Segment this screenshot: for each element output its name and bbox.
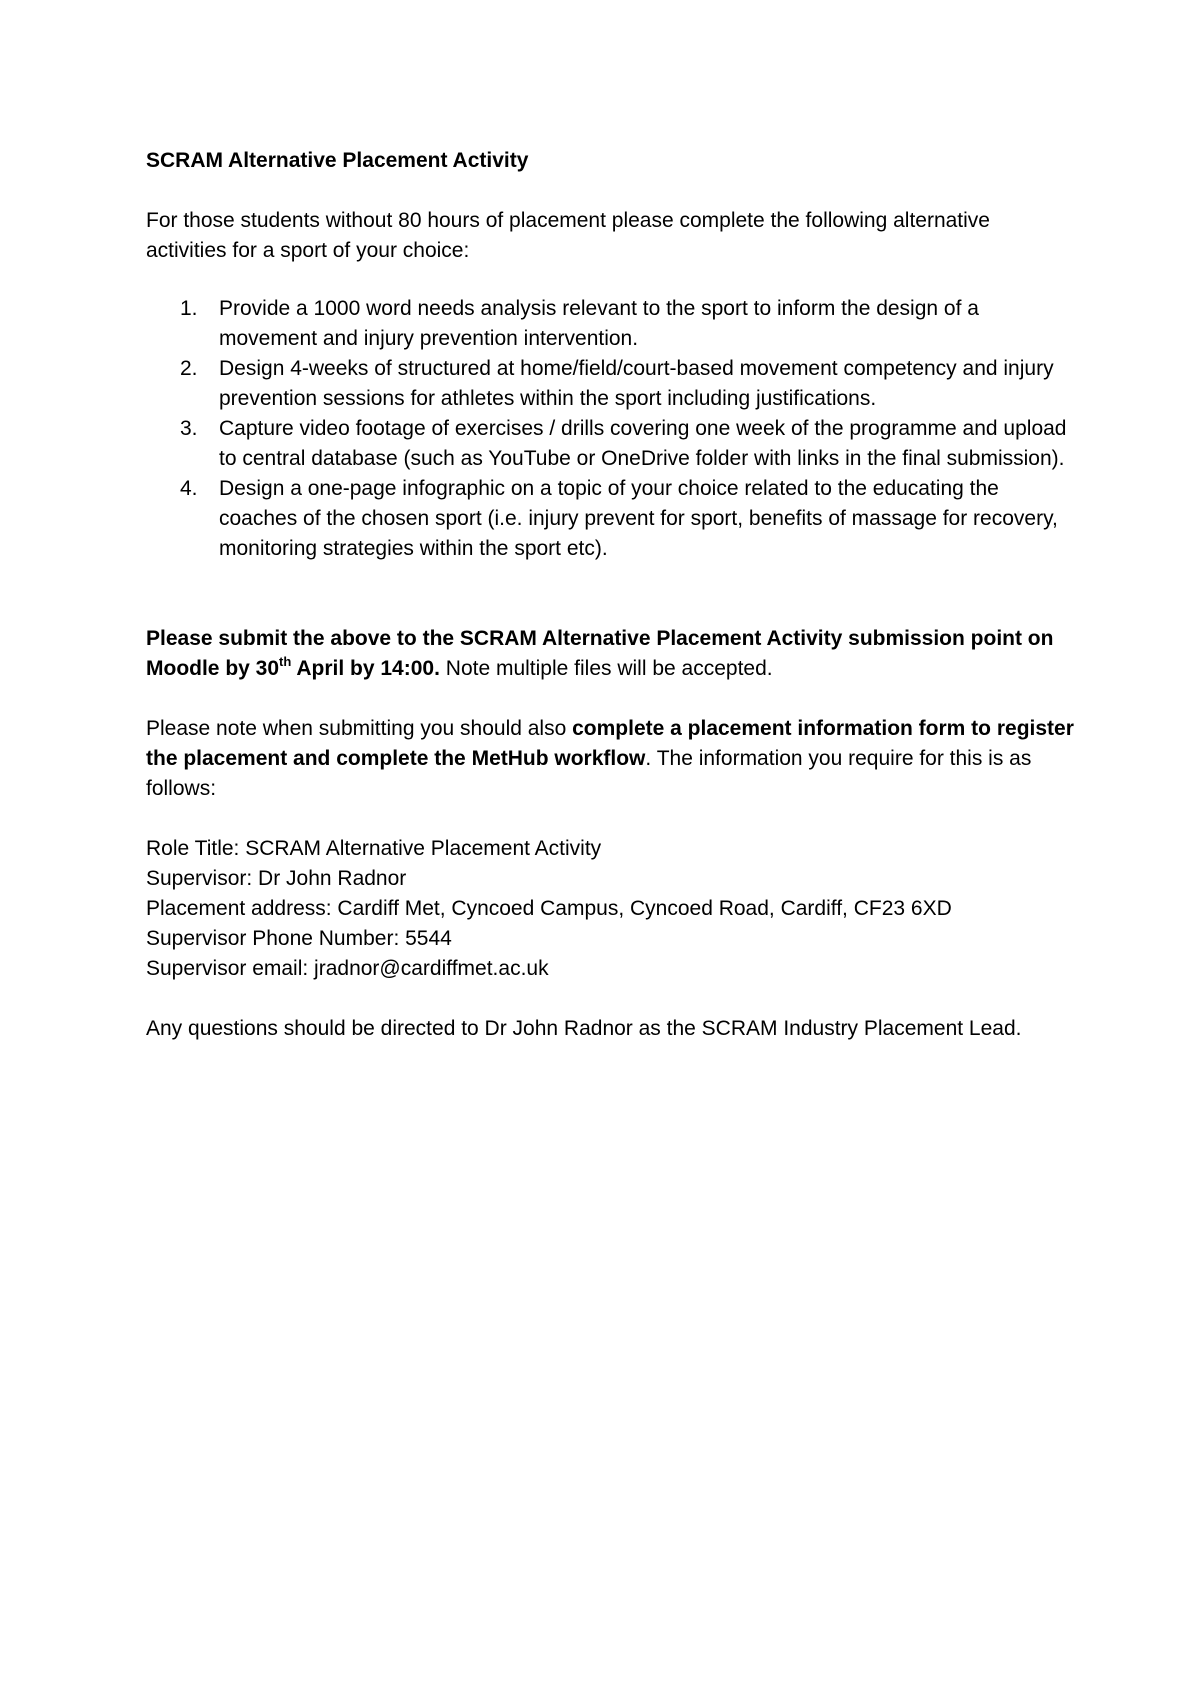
list-item-number: 1.: [180, 297, 198, 320]
submission-paragraph: [146, 624, 1076, 684]
submission-deadline: April by 14:00.: [291, 657, 440, 680]
submission-instruction: Please submit the above to the SCRAM Alternative Placement Activity submission point on Moodle by 30: [146, 627, 1054, 680]
list-item: [146, 414, 1076, 474]
date-ordinal-suffix: th: [279, 654, 292, 669]
role-title-line: Role Title: SCRAM Alternative Placement Activity: [146, 837, 602, 860]
submission-note: Note multiple files will be accepted.: [439, 657, 773, 680]
intro-paragraph: For those students without 80 hours of placement please complete the following alternative activities for a sport of your choice:: [146, 209, 990, 262]
list-item: [146, 354, 1076, 414]
supervisor-phone-line: Supervisor Phone Number: 5544: [146, 927, 452, 950]
placement-details: [146, 834, 1076, 984]
placement-address-line: Placement address: Cardiff Met, Cyncoed Campus, Cyncoed Road, Cardiff, CF23 6XD: [146, 897, 952, 920]
note-emphasis: complete a placement information form to register the placement and complete the MetHub workflow: [146, 717, 1074, 770]
note-paragraph: [146, 714, 1076, 804]
supervisor-email-line: Supervisor email: jradnor@cardiffmet.ac.uk: [146, 957, 549, 980]
list-item: [146, 294, 1076, 354]
activities-list: [146, 294, 1076, 564]
list-item-text: Design a one-page infographic on a topic of your choice related to the educating the coaches of the chosen sport (i.e. injury prevent for sport, benefits of massage for recovery, monitoring strategies within the sport etc).: [219, 477, 1058, 560]
list-item-number: 2.: [180, 357, 198, 380]
note-suffix: . The information you require for this is as follows:: [146, 747, 1032, 800]
document-title: SCRAM Alternative Placement Activity: [146, 149, 529, 172]
document-body: [146, 146, 1076, 1044]
list-item: [146, 474, 1076, 564]
list-item-text: Design 4-weeks of structured at home/field/court-based movement competency and injury prevention sessions for athletes within the sport including justifications.: [219, 357, 1054, 410]
note-prefix: Please note when submitting you should also: [146, 717, 573, 740]
list-item-text: Provide a 1000 word needs analysis relevant to the sport to inform the design of a movement and injury prevention intervention.: [219, 297, 979, 350]
supervisor-line: Supervisor: Dr John Radnor: [146, 867, 407, 890]
closing-paragraph: Any questions should be directed to Dr John Radnor as the SCRAM Industry Placement Lead.: [146, 1017, 1022, 1040]
list-item-text: Capture video footage of exercises / drills covering one week of the programme and upload to central database (such as YouTube or OneDrive folder with links in the final submission).: [219, 417, 1067, 470]
list-item-number: 3.: [180, 417, 198, 440]
list-item-number: 4.: [180, 477, 198, 500]
